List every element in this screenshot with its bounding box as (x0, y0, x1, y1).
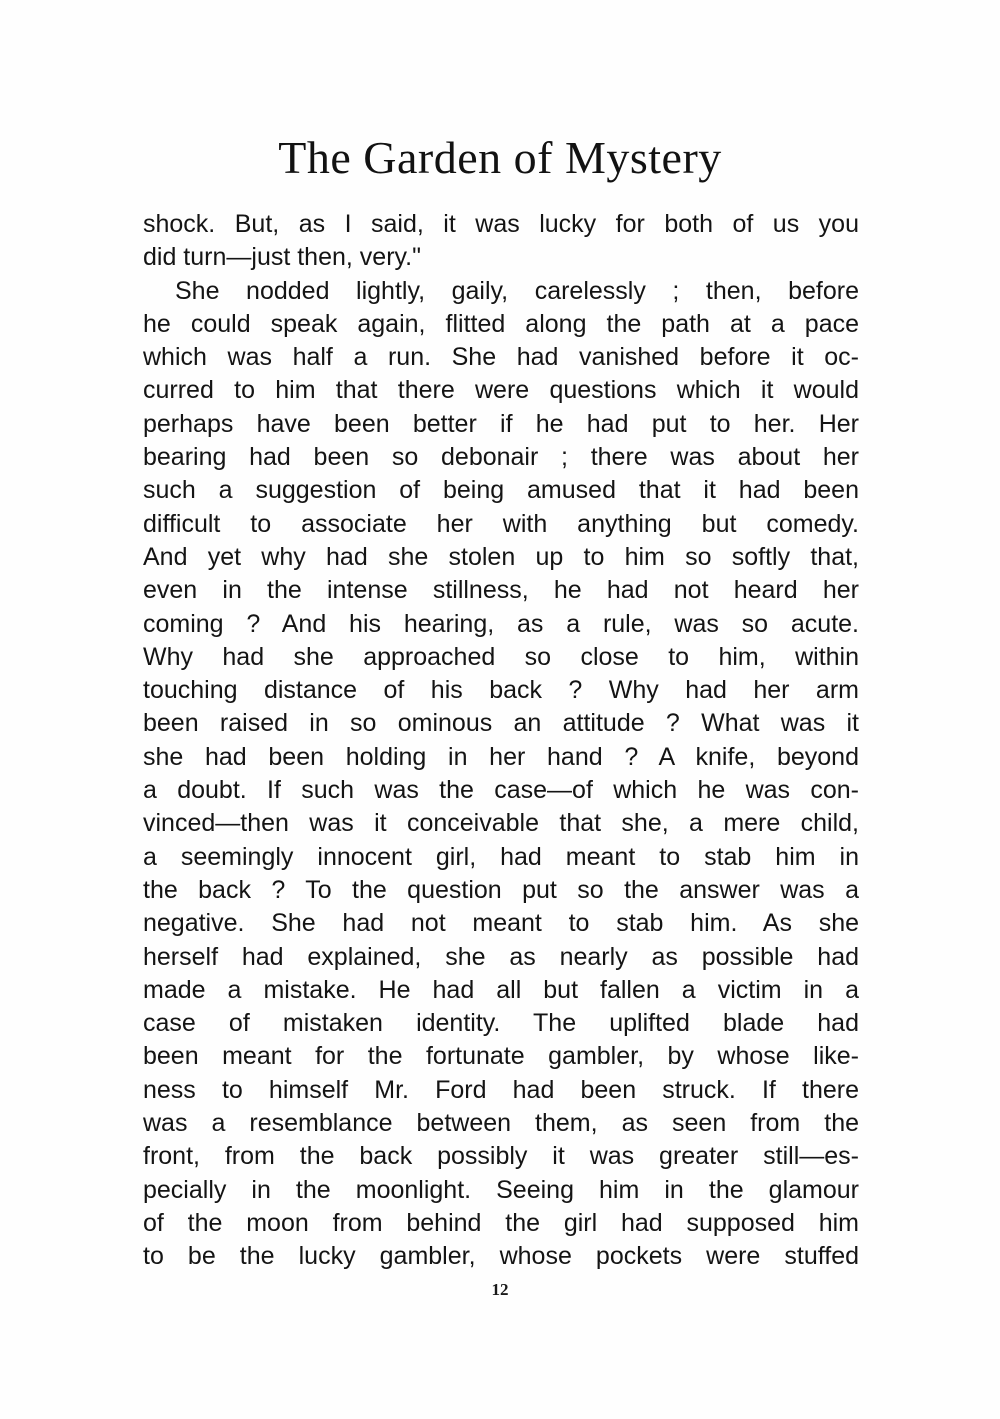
text-line: She nodded lightly, gaily, carelessly ; then, before (175, 276, 859, 305)
text-line: of the moon from behind the girl had supposed him (143, 1208, 859, 1237)
text-line: been meant for the fortunate gambler, by whose like- (143, 1042, 859, 1071)
text-line: he could speak again, flitted along the path at a pace (143, 309, 859, 338)
text-line: a doubt. If such was the case—of which he was con- (143, 776, 859, 805)
text-line: perhaps have been better if he had put to her. Her (143, 409, 859, 438)
text-line: pecially in the moonlight. Seeing him in the glamour (143, 1175, 859, 1204)
text-line: Why had she approached so close to him, within (143, 642, 859, 671)
text-line: curred to him that there were questions which it would (143, 376, 859, 405)
text-line: negative. She had not meant to stab him. As she (143, 909, 859, 938)
text-line: to be the lucky gambler, whose pockets were stuffed (143, 1242, 859, 1271)
text-line: she had been holding in her hand ? A knife, beyond (143, 742, 859, 771)
running-head-title: The Garden of Mystery (278, 132, 722, 183)
text-line: the back ? To the question put so the answer was a (143, 875, 859, 904)
text-line: coming ? And his hearing, as a rule, was so acute. (143, 609, 859, 638)
text-line: case of mistaken identity. The uplifted blade had (143, 1009, 859, 1038)
text-line: shock. But, as I said, it was lucky for both of us you (143, 210, 859, 238)
text-line: been raised in so ominous an attitude ? What was it (143, 709, 859, 738)
text-line: was a resemblance between them, as seen from the (143, 1109, 859, 1138)
text-line: such a suggestion of being amused that it had been (143, 476, 859, 505)
text-line: difficult to associate her with anything but comedy. (143, 509, 859, 538)
text-line: herself had explained, she as nearly as possible had (143, 942, 859, 971)
text-line: did turn—just then, very." (143, 243, 421, 272)
body-text (143, 208, 859, 1274)
text-line: even in the intense stillness, he had not heard her (143, 576, 859, 605)
text-line: vinced—then was it conceivable that she, a mere child, (143, 809, 859, 838)
text-line: bearing had been so debonair ; there was about her (143, 443, 859, 472)
text-line: ness to himself Mr. Ford had been struck. If there (143, 1075, 859, 1104)
text-line: a seemingly innocent girl, had meant to stab him in (143, 842, 859, 871)
text-line: which was half a run. She had vanished before it oc- (143, 343, 859, 372)
text-line: And yet why had she stolen up to him so softly that, (143, 542, 859, 571)
text-line: made a mistake. He had all but fallen a victim in a (143, 975, 859, 1004)
text-line: touching distance of his back ? Why had her arm (143, 676, 859, 705)
page-number: 12 (491, 1280, 509, 1299)
text-line: front, from the back possibly it was greater still—es- (143, 1142, 859, 1171)
